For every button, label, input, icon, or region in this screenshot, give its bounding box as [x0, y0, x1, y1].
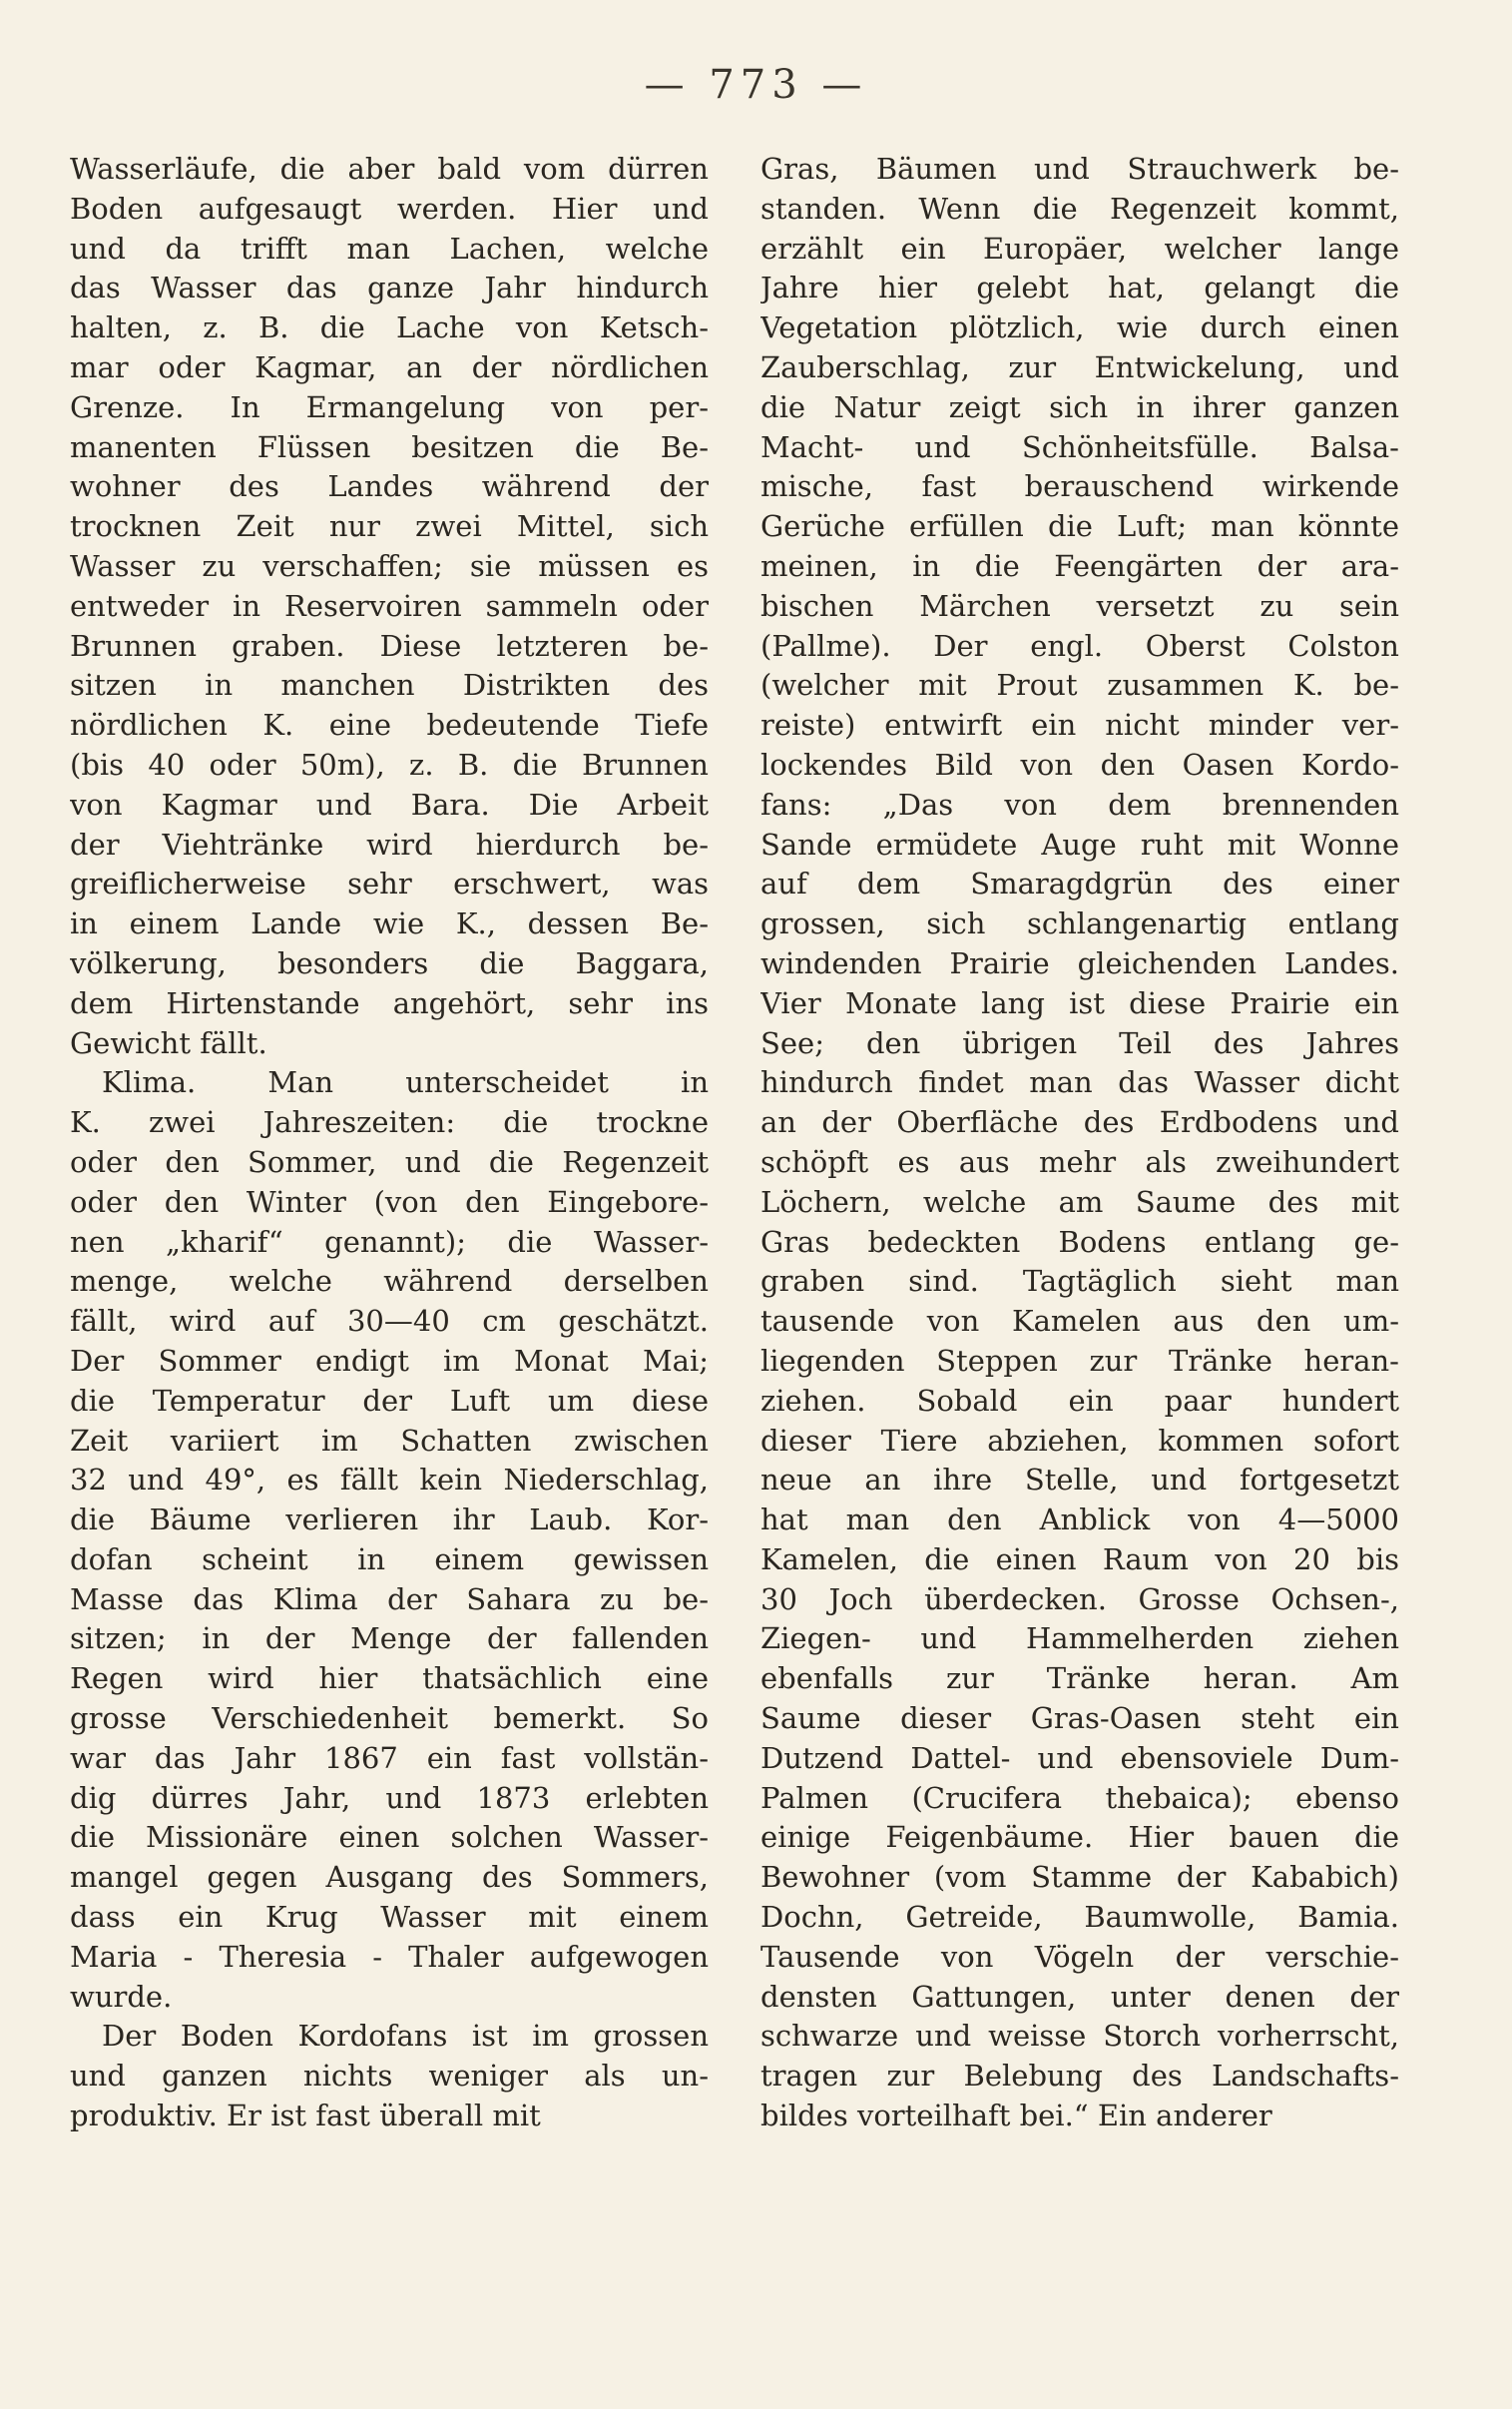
- text-line: in einem Lande wie K., dessen Be-: [70, 906, 709, 941]
- text-line: die Bäume verlieren ihr Laub. Kor-: [70, 1503, 709, 1537]
- text-line: Ziegen- und Hammelherden ziehen: [760, 1621, 1399, 1656]
- text-line: mische, fast berauschend wirkende: [760, 469, 1399, 504]
- text-line: Gerüche erfüllen die Luft; man könnte: [760, 509, 1399, 544]
- text-line: Boden aufgesaugt werden. Hier und: [70, 191, 709, 226]
- text-line: schwarze und weisse Storch vorherrscht,: [760, 2019, 1399, 2054]
- text-line: trocknen Zeit nur zwei Mittel, sich: [70, 509, 709, 544]
- text-line: Saume dieser Gras-Oasen steht ein: [760, 1701, 1399, 1736]
- text-line: standen. Wenn die Regenzeit kommt,: [760, 191, 1399, 226]
- text-line: greiflicherweise sehr erschwert, was: [70, 867, 709, 902]
- text-line: Palmen (Crucifera thebaica); ebenso: [760, 1780, 1399, 1815]
- text-line: Wasserläufe, die aber bald vom dürren: [70, 152, 709, 186]
- text-line: die Missionäre einen solchen Wasser-: [70, 1820, 709, 1855]
- text-line: 30 Joch überdecken. Grosse Ochsen-,: [760, 1581, 1399, 1616]
- text-line: grosse Verschiedenheit bemerkt. So: [70, 1701, 709, 1736]
- text-line: Maria - Theresia - Thaler aufgewogen: [70, 1939, 709, 1974]
- text-line: Sande ermüdete Auge ruht mit Wonne: [760, 827, 1399, 862]
- text-line: mangel gegen Ausgang des Sommers,: [70, 1860, 709, 1895]
- text-line: fans: „Das von dem brennenden: [760, 787, 1399, 822]
- text-line: erzählt ein Europäer, welcher lange: [760, 231, 1399, 266]
- text-line: auf dem Smaragdgrün des einer: [760, 867, 1399, 902]
- text-line: Bewohner (vom Stamme der Kababich): [760, 1860, 1399, 1895]
- text-line: menge, welche während derselben: [70, 1264, 709, 1299]
- text-line: densten Gattungen, unter denen der: [760, 1979, 1399, 2014]
- text-line: Grenze. In Ermangelung von per-: [70, 389, 709, 424]
- text-line: liegenden Steppen zur Tränke heran-: [760, 1343, 1399, 1378]
- text-line: ebenfalls zur Tränke heran. Am: [760, 1661, 1399, 1696]
- right-column: [760, 150, 1399, 2136]
- text-line: produktiv. Er ist fast überall mit: [70, 2099, 541, 2133]
- text-line: einige Feigenbäume. Hier bauen die: [760, 1820, 1399, 1855]
- text-line: Gewicht fällt.: [70, 1025, 267, 1060]
- text-line: Zeit variiert im Schatten zwischen: [70, 1423, 709, 1458]
- text-line: und da trifft man Lachen, welche: [70, 231, 709, 266]
- text-line: fällt, wird auf 30—40 cm geschätzt.: [70, 1304, 709, 1339]
- text-line: hat man den Anblick von 4—5000: [760, 1503, 1399, 1537]
- text-line: graben sind. Tagtäglich sieht man: [760, 1264, 1399, 1299]
- text-line: Tausende von Vögeln der verschie-: [760, 1939, 1399, 1974]
- text-line: nen „kharif“ genannt); die Wasser-: [70, 1224, 709, 1259]
- text-line: sitzen; in der Menge der fallenden: [70, 1621, 709, 1656]
- text-line: die Natur zeigt sich in ihrer ganzen: [760, 389, 1399, 424]
- text-line: bischen Märchen versetzt zu sein: [760, 588, 1399, 623]
- text-line: See; den übrigen Teil des Jahres: [760, 1025, 1399, 1060]
- page-number: — 773 —: [644, 62, 868, 108]
- text-line: meinen, in die Feengärten der ara-: [760, 548, 1399, 583]
- text-line: grossen, sich schlangenartig entlang: [760, 906, 1399, 941]
- text-line: Vier Monate lang ist diese Prairie ein: [760, 985, 1399, 1020]
- text-line: wohner des Landes während der: [70, 469, 709, 504]
- text-line: Dutzend Dattel- und ebensoviele Dum-: [760, 1740, 1399, 1775]
- text-line: K. zwei Jahreszeiten: die trockne: [70, 1105, 709, 1140]
- text-line: neue an ihre Stelle, und fortgesetzt: [760, 1463, 1399, 1498]
- text-line: völkerung, besonders die Baggara,: [70, 945, 709, 980]
- text-line: oder den Sommer, und die Regenzeit: [70, 1144, 709, 1179]
- text-line: oder den Winter (von den Eingebore-: [70, 1184, 709, 1219]
- text-line: mar oder Kagmar, an der nördlichen: [70, 349, 709, 384]
- text-line: Zauberschlag, zur Entwickelung, und: [760, 349, 1399, 384]
- text-line: hindurch findet man das Wasser dicht: [760, 1065, 1399, 1100]
- text-line: reiste) entwirft ein nicht minder ver-: [760, 708, 1399, 743]
- text-line: tausende von Kamelen aus den um-: [760, 1304, 1399, 1339]
- text-line: (welcher mit Prout zusammen K. be-: [760, 668, 1399, 703]
- text-line: Vegetation plötzlich, wie durch einen: [760, 310, 1399, 345]
- text-line: nördlichen K. eine bedeutende Tiefe: [70, 708, 709, 743]
- text-line: war das Jahr 1867 ein fast vollstän-: [70, 1740, 709, 1775]
- text-line: Jahre hier gelebt hat, gelangt die: [760, 271, 1399, 305]
- left-column: [70, 150, 709, 2136]
- text-line: Der Boden Kordofans ist im grossen: [102, 2019, 709, 2054]
- text-line: lockendes Bild von den Oasen Kordo-: [760, 747, 1399, 782]
- text-line: Brunnen graben. Diese letzteren be-: [70, 628, 709, 663]
- text-line: Löchern, welche am Saume des mit: [760, 1184, 1399, 1219]
- text-line: wurde.: [70, 1979, 173, 2014]
- text-line: entweder in Reservoiren sammeln oder: [70, 588, 709, 623]
- text-line: 32 und 49°, es fällt kein Niederschlag,: [70, 1463, 709, 1498]
- text-line: bildes vorteilhaft bei.“ Ein anderer: [760, 2099, 1272, 2133]
- text-line: Masse das Klima der Sahara zu be-: [70, 1581, 709, 1616]
- text-line: ziehen. Sobald ein paar hundert: [760, 1383, 1399, 1418]
- text-line: Wasser zu verschaffen; sie müssen es: [70, 548, 709, 583]
- text-line: dieser Tiere abziehen, kommen sofort: [760, 1423, 1399, 1458]
- text-line: Kamelen, die einen Raum von 20 bis: [760, 1541, 1399, 1576]
- text-line: an der Oberfläche des Erdbodens und: [760, 1105, 1399, 1140]
- text-line: (bis 40 oder 50m), z. B. die Brunnen: [70, 747, 709, 782]
- text-line: dofan scheint in einem gewissen: [70, 1541, 709, 1576]
- text-line: Der Sommer endigt im Monat Mai;: [70, 1343, 709, 1378]
- text-line: dass ein Krug Wasser mit einem: [70, 1900, 709, 1935]
- text-line: tragen zur Belebung des Landschafts-: [760, 2059, 1399, 2094]
- text-line: von Kagmar und Bara. Die Arbeit: [70, 787, 709, 822]
- text-line: die Temperatur der Luft um diese: [70, 1383, 709, 1418]
- text-line: und ganzen nichts weniger als un-: [70, 2059, 709, 2094]
- text-line: windenden Prairie gleichenden Landes.: [760, 945, 1399, 980]
- text-line: der Viehtränke wird hierdurch be-: [70, 827, 709, 862]
- text-line: Gras bedeckten Bodens entlang ge-: [760, 1224, 1399, 1259]
- text-line: halten, z. B. die Lache von Ketsch-: [70, 310, 709, 345]
- text-line: Klima. Man unterscheidet in: [102, 1065, 709, 1100]
- text-line: sitzen in manchen Distrikten des: [70, 668, 709, 703]
- text-line: Regen wird hier thatsächlich eine: [70, 1661, 709, 1696]
- text-line: Dochn, Getreide, Baumwolle, Bamia.: [760, 1900, 1399, 1935]
- text-line: Gras, Bäumen und Strauchwerk be-: [760, 152, 1399, 186]
- text-line: (Pallme). Der engl. Oberst Colston: [760, 628, 1399, 663]
- text-line: schöpft es aus mehr als zweihundert: [760, 1144, 1399, 1179]
- text-line: Macht- und Schönheitsfülle. Balsa-: [760, 429, 1399, 464]
- text-line: dem Hirtenstande angehört, sehr ins: [70, 985, 709, 1020]
- text-line: manenten Flüssen besitzen die Be-: [70, 429, 709, 464]
- text-line: das Wasser das ganze Jahr hindurch: [70, 271, 709, 305]
- text-line: dig dürres Jahr, und 1873 erlebten: [70, 1780, 709, 1815]
